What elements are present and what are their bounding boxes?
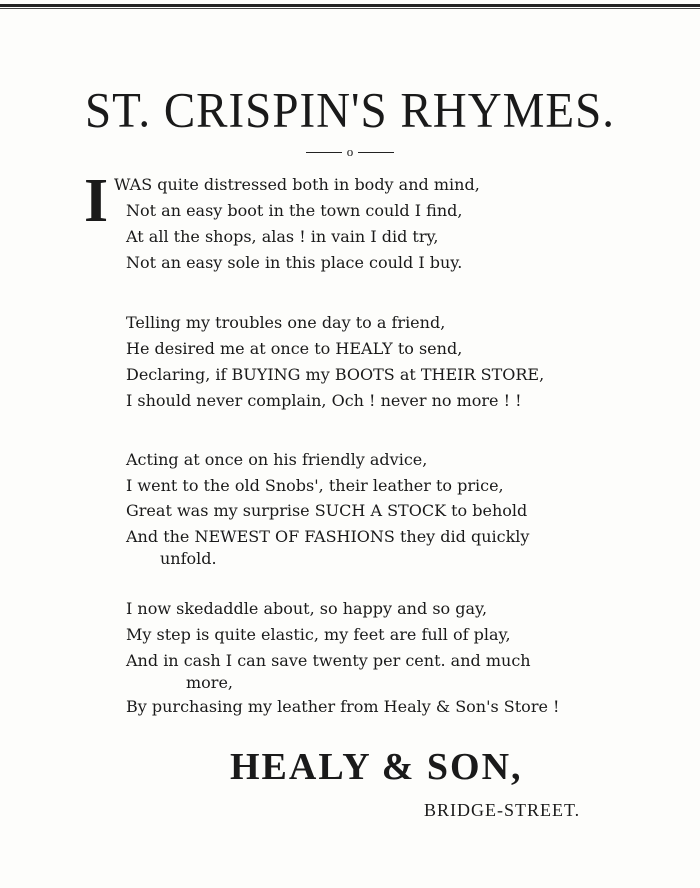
verse-line: And in cash I can save twenty per cent. and much bbox=[126, 651, 531, 670]
verse-line: And the NEWEST OF FASHIONS they did quickly bbox=[126, 527, 530, 546]
verse-line: Great was my surprise SUCH A STOCK to behold bbox=[126, 501, 528, 520]
verse-line: Declaring, if BUYING my BOOTS at THEIR STORE, bbox=[126, 365, 545, 384]
verse-line: I now skedaddle about, so happy and so gay, bbox=[126, 599, 488, 618]
top-rule bbox=[0, 4, 700, 9]
verse-line: WAS quite distressed both in body and mind, bbox=[114, 175, 480, 194]
verse-line: He desired me at once to HEALY to send, bbox=[126, 339, 463, 358]
drop-cap: I bbox=[84, 167, 109, 235]
verse-line: more, bbox=[186, 673, 234, 692]
firm-name: HEALY & SON, bbox=[230, 746, 523, 788]
verse-line: Not an easy boot in the town could I find, bbox=[126, 201, 463, 220]
verse-line: I went to the old Snobs', their leather to price, bbox=[126, 476, 504, 495]
verse-line: unfold. bbox=[160, 549, 217, 568]
verse-line: Acting at once on his friendly advice, bbox=[126, 450, 428, 469]
ornament-divider: o bbox=[300, 145, 400, 159]
verse-line: By purchasing my leather from Healy & Son's Store ! bbox=[126, 697, 560, 716]
verse-line: My step is quite elastic, my feet are full of play, bbox=[126, 625, 511, 644]
firm-address: BRIDGE-STREET. bbox=[424, 800, 581, 820]
verse-line: At all the shops, alas ! in vain I did try, bbox=[126, 227, 439, 246]
verse-line: Not an easy sole in this place could I buy. bbox=[126, 253, 463, 272]
page-title: ST. CRISPIN'S RHYMES. bbox=[84, 83, 616, 139]
verse-line: I should never complain, Och ! never no more ! ! bbox=[126, 391, 522, 410]
verse-line: Telling my troubles one day to a friend, bbox=[126, 313, 446, 332]
